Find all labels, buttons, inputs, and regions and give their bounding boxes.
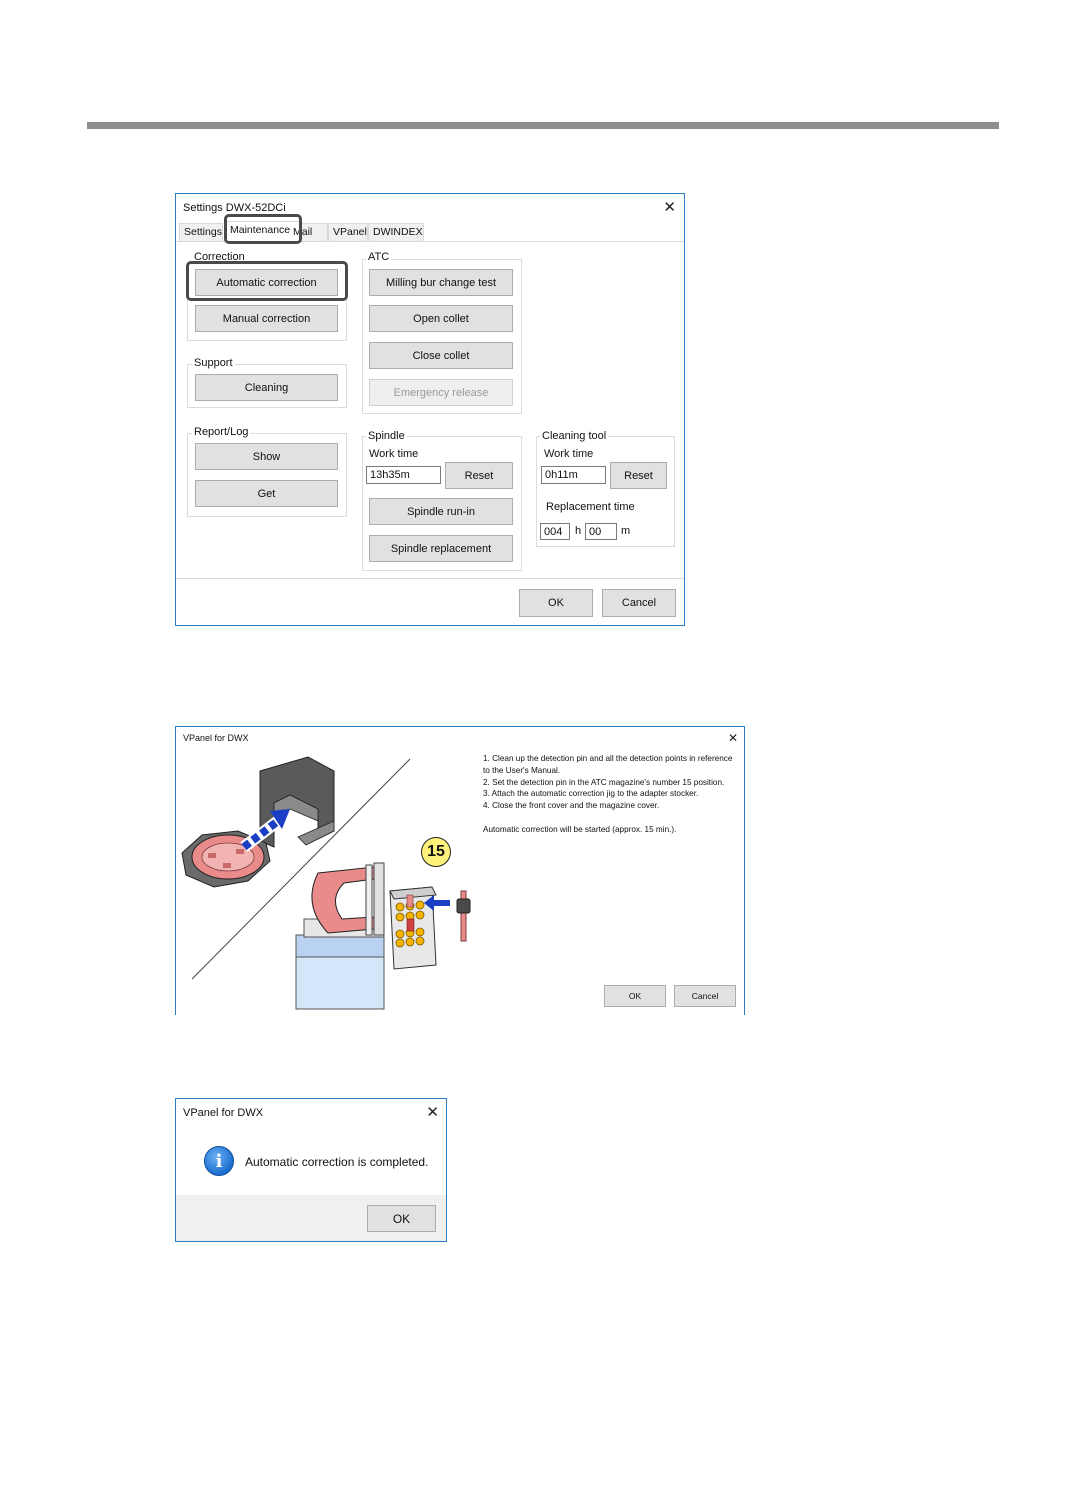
open-collet-button[interactable]: Open collet [369,305,513,332]
cancel-button[interactable]: Cancel [674,985,736,1007]
info-icon: i [204,1146,234,1176]
ok-button[interactable]: OK [604,985,666,1007]
close-icon[interactable]: ✕ [663,199,676,216]
completion-dialog [175,1098,447,1242]
cleaning-work-time-label: Work time [544,448,594,460]
get-button[interactable]: Get [195,480,338,507]
instruction-text [483,753,733,836]
milling-bur-change-test-button[interactable]: Milling bur change test [369,269,513,296]
automatic-correction-button[interactable]: Automatic correction [195,269,338,296]
close-icon[interactable]: ✕ [727,731,738,745]
header-rule [87,122,999,129]
tab-vpanel[interactable]: VPanel [328,223,368,241]
atc-group-label: ATC [368,251,390,263]
minutes-unit: m [621,525,631,537]
emergency-release-button[interactable]: Emergency release [369,379,513,406]
spindle-run-in-button[interactable]: Spindle run-in [369,498,513,525]
show-button[interactable]: Show [195,443,338,470]
spindle-reset-button[interactable]: Reset [445,462,513,489]
cleaning-tool-group-label: Cleaning tool [542,430,607,442]
ok-button[interactable]: OK [519,589,593,617]
spindle-work-time-field[interactable]: 13h35m [366,466,441,484]
tab-dwindex[interactable]: DWINDEX [368,223,424,241]
cancel-button[interactable]: Cancel [602,589,676,617]
settings-dialog [175,193,685,626]
cleaning-reset-button[interactable]: Reset [610,462,667,489]
support-group-label: Support [194,357,233,369]
close-collet-button[interactable]: Close collet [369,342,513,369]
dialog-title: VPanel for DWX [183,1107,264,1119]
instruction-step-1: 1. Clean up the detection pin and all the detection points in reference to the User's Manual. [483,754,733,775]
instruction-note: Automatic correction will be started (approx. 15 min.). [483,824,677,834]
dialog-title: Settings DWX-52DCi [183,202,286,214]
position-callout [421,837,451,867]
instruction-step-2: 2. Set the detection pin in the ATC magazine's number 15 position. [483,777,725,787]
maintenance-tab-highlight [224,214,302,244]
correction-jig-illustration [178,749,478,1014]
hours-unit: h [575,525,582,537]
spindle-group-label: Spindle [368,430,405,442]
completion-message: Automatic correction is completed. [245,1155,429,1169]
ok-button[interactable]: OK [367,1205,436,1232]
spindle-replacement-button[interactable]: Spindle replacement [369,535,513,562]
spindle-work-time-label: Work time [369,448,419,460]
tab-mail[interactable] [293,223,328,241]
replacement-hours-field[interactable]: 004 [540,523,570,540]
instruction-step-4: 4. Close the front cover and the magazine cover. [483,801,660,811]
vpanel-instruction-dialog [175,726,745,1015]
correction-group-label: Correction [194,251,245,263]
automatic-correction-highlight [186,261,348,301]
close-icon[interactable]: ✕ [426,1104,439,1121]
replacement-time-label: Replacement time [546,501,635,513]
instruction-step-3: 3. Attach the automatic correction jig to the adapter stocker. [483,789,699,799]
manual-correction-button[interactable]: Manual correction [195,305,338,332]
callout-number: 15 [427,843,445,860]
dialog-title: VPanel for DWX [183,733,249,743]
cleaning-button[interactable]: Cleaning [195,374,338,401]
replacement-minutes-field[interactable]: 00 [585,523,617,540]
tab-settings[interactable]: Settings [179,223,223,241]
tab-maintenance[interactable]: Maintenance [225,221,301,242]
cleaning-work-time-field[interactable]: 0h11m [541,466,606,484]
tab-mail-label: Mail [293,226,313,238]
report-log-group-label: Report/Log [194,426,249,438]
